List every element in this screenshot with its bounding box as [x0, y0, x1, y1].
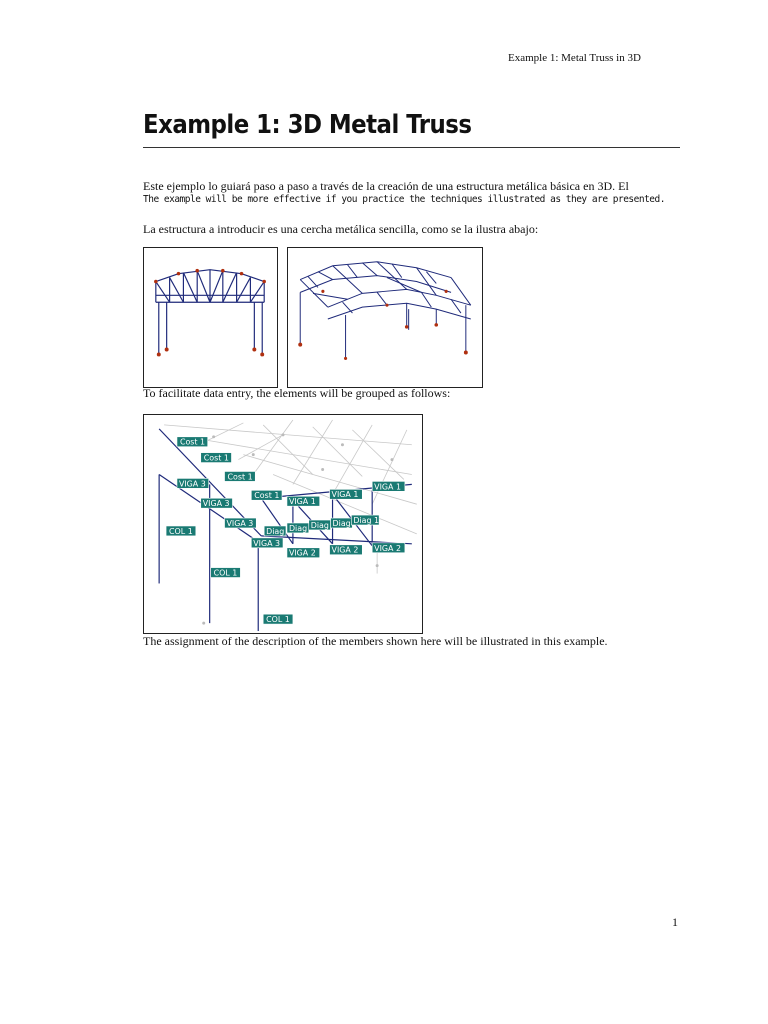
svg-text:VIGA 3: VIGA 3: [226, 518, 254, 528]
member-label: [201, 453, 232, 463]
svg-text:VIGA 2: VIGA 2: [374, 543, 401, 553]
member-label: [263, 614, 293, 624]
svg-text:Diag: Diag: [266, 526, 285, 536]
svg-text:VIGA 3: VIGA 3: [253, 538, 281, 548]
truss-front-view-figure: [143, 247, 278, 388]
member-label: [351, 515, 379, 525]
member-label: [309, 520, 331, 530]
member-label: [251, 538, 283, 548]
svg-text:VIGA 1: VIGA 1: [374, 482, 401, 492]
member-groups-drawing: [144, 415, 422, 633]
svg-text:Cost 1: Cost 1: [203, 453, 229, 463]
svg-text:VIGA 2: VIGA 2: [331, 545, 359, 555]
member-label: [166, 526, 196, 536]
truss-isometric-view-drawing: [288, 248, 482, 387]
page-number: 1: [672, 915, 678, 929]
member-label: [225, 518, 257, 528]
member-label: [330, 545, 363, 555]
grouping-intro-paragraph: To facilitate data entry, the elements will be grouped as follows:: [143, 386, 451, 400]
svg-text:Diag: Diag: [310, 520, 329, 530]
svg-text:COL 1: COL 1: [213, 568, 238, 578]
svg-text:COL 1: COL 1: [266, 615, 290, 625]
intro-paragraph-en: The example will be more effective if you practice the techniques illustrated as they are presented.: [143, 194, 665, 205]
member-label: [331, 518, 353, 528]
truss-front-view-drawing: [144, 248, 277, 387]
svg-text:VIGA 3: VIGA 3: [202, 499, 230, 509]
svg-text:Diag: Diag: [288, 523, 308, 533]
member-label: [177, 437, 208, 447]
member-label: [251, 490, 282, 500]
member-label: [201, 498, 233, 508]
member-label: [177, 478, 209, 488]
svg-text:VIGA 1: VIGA 1: [288, 497, 316, 507]
svg-text:VIGA 1: VIGA 1: [331, 490, 359, 500]
svg-text:VIGA 3: VIGA 3: [178, 479, 206, 489]
assignment-note-paragraph: The assignment of the description of the members shown here will be illustrated in this example.: [143, 634, 608, 648]
member-label: [264, 526, 286, 536]
page-title: Example 1: 3D Metal Truss: [143, 110, 472, 140]
truss-isometric-view-figure: [287, 247, 483, 388]
svg-text:Cost 1: Cost 1: [254, 491, 280, 501]
svg-text:Diag 1: Diag 1: [353, 516, 380, 526]
member-groups-figure: [143, 414, 423, 634]
member-label: [330, 489, 363, 499]
svg-text:Cost 1: Cost 1: [179, 437, 206, 447]
member-label: [372, 543, 405, 553]
member-label: [287, 523, 309, 533]
title-rule: [143, 147, 680, 148]
svg-text:VIGA 2: VIGA 2: [288, 548, 316, 558]
svg-text:COL 1: COL 1: [169, 526, 193, 536]
structure-intro-paragraph: La estructura a introducir es una cercha metálica sencilla, como se la ilustra abajo:: [143, 222, 539, 236]
intro-paragraph-es: Este ejemplo lo guiará paso a paso a través de la creación de una estructura metálica básica en 3D. El: [143, 179, 629, 193]
svg-text:Diag: Diag: [332, 518, 351, 528]
member-label: [225, 471, 256, 481]
member-label: [287, 548, 320, 558]
member-label: [372, 481, 405, 491]
member-label: [287, 496, 320, 506]
member-label-group: [166, 437, 405, 624]
svg-text:Cost 1: Cost 1: [227, 472, 253, 482]
running-header: Example 1: Metal Truss in 3D: [508, 52, 641, 64]
member-label: [211, 568, 241, 578]
